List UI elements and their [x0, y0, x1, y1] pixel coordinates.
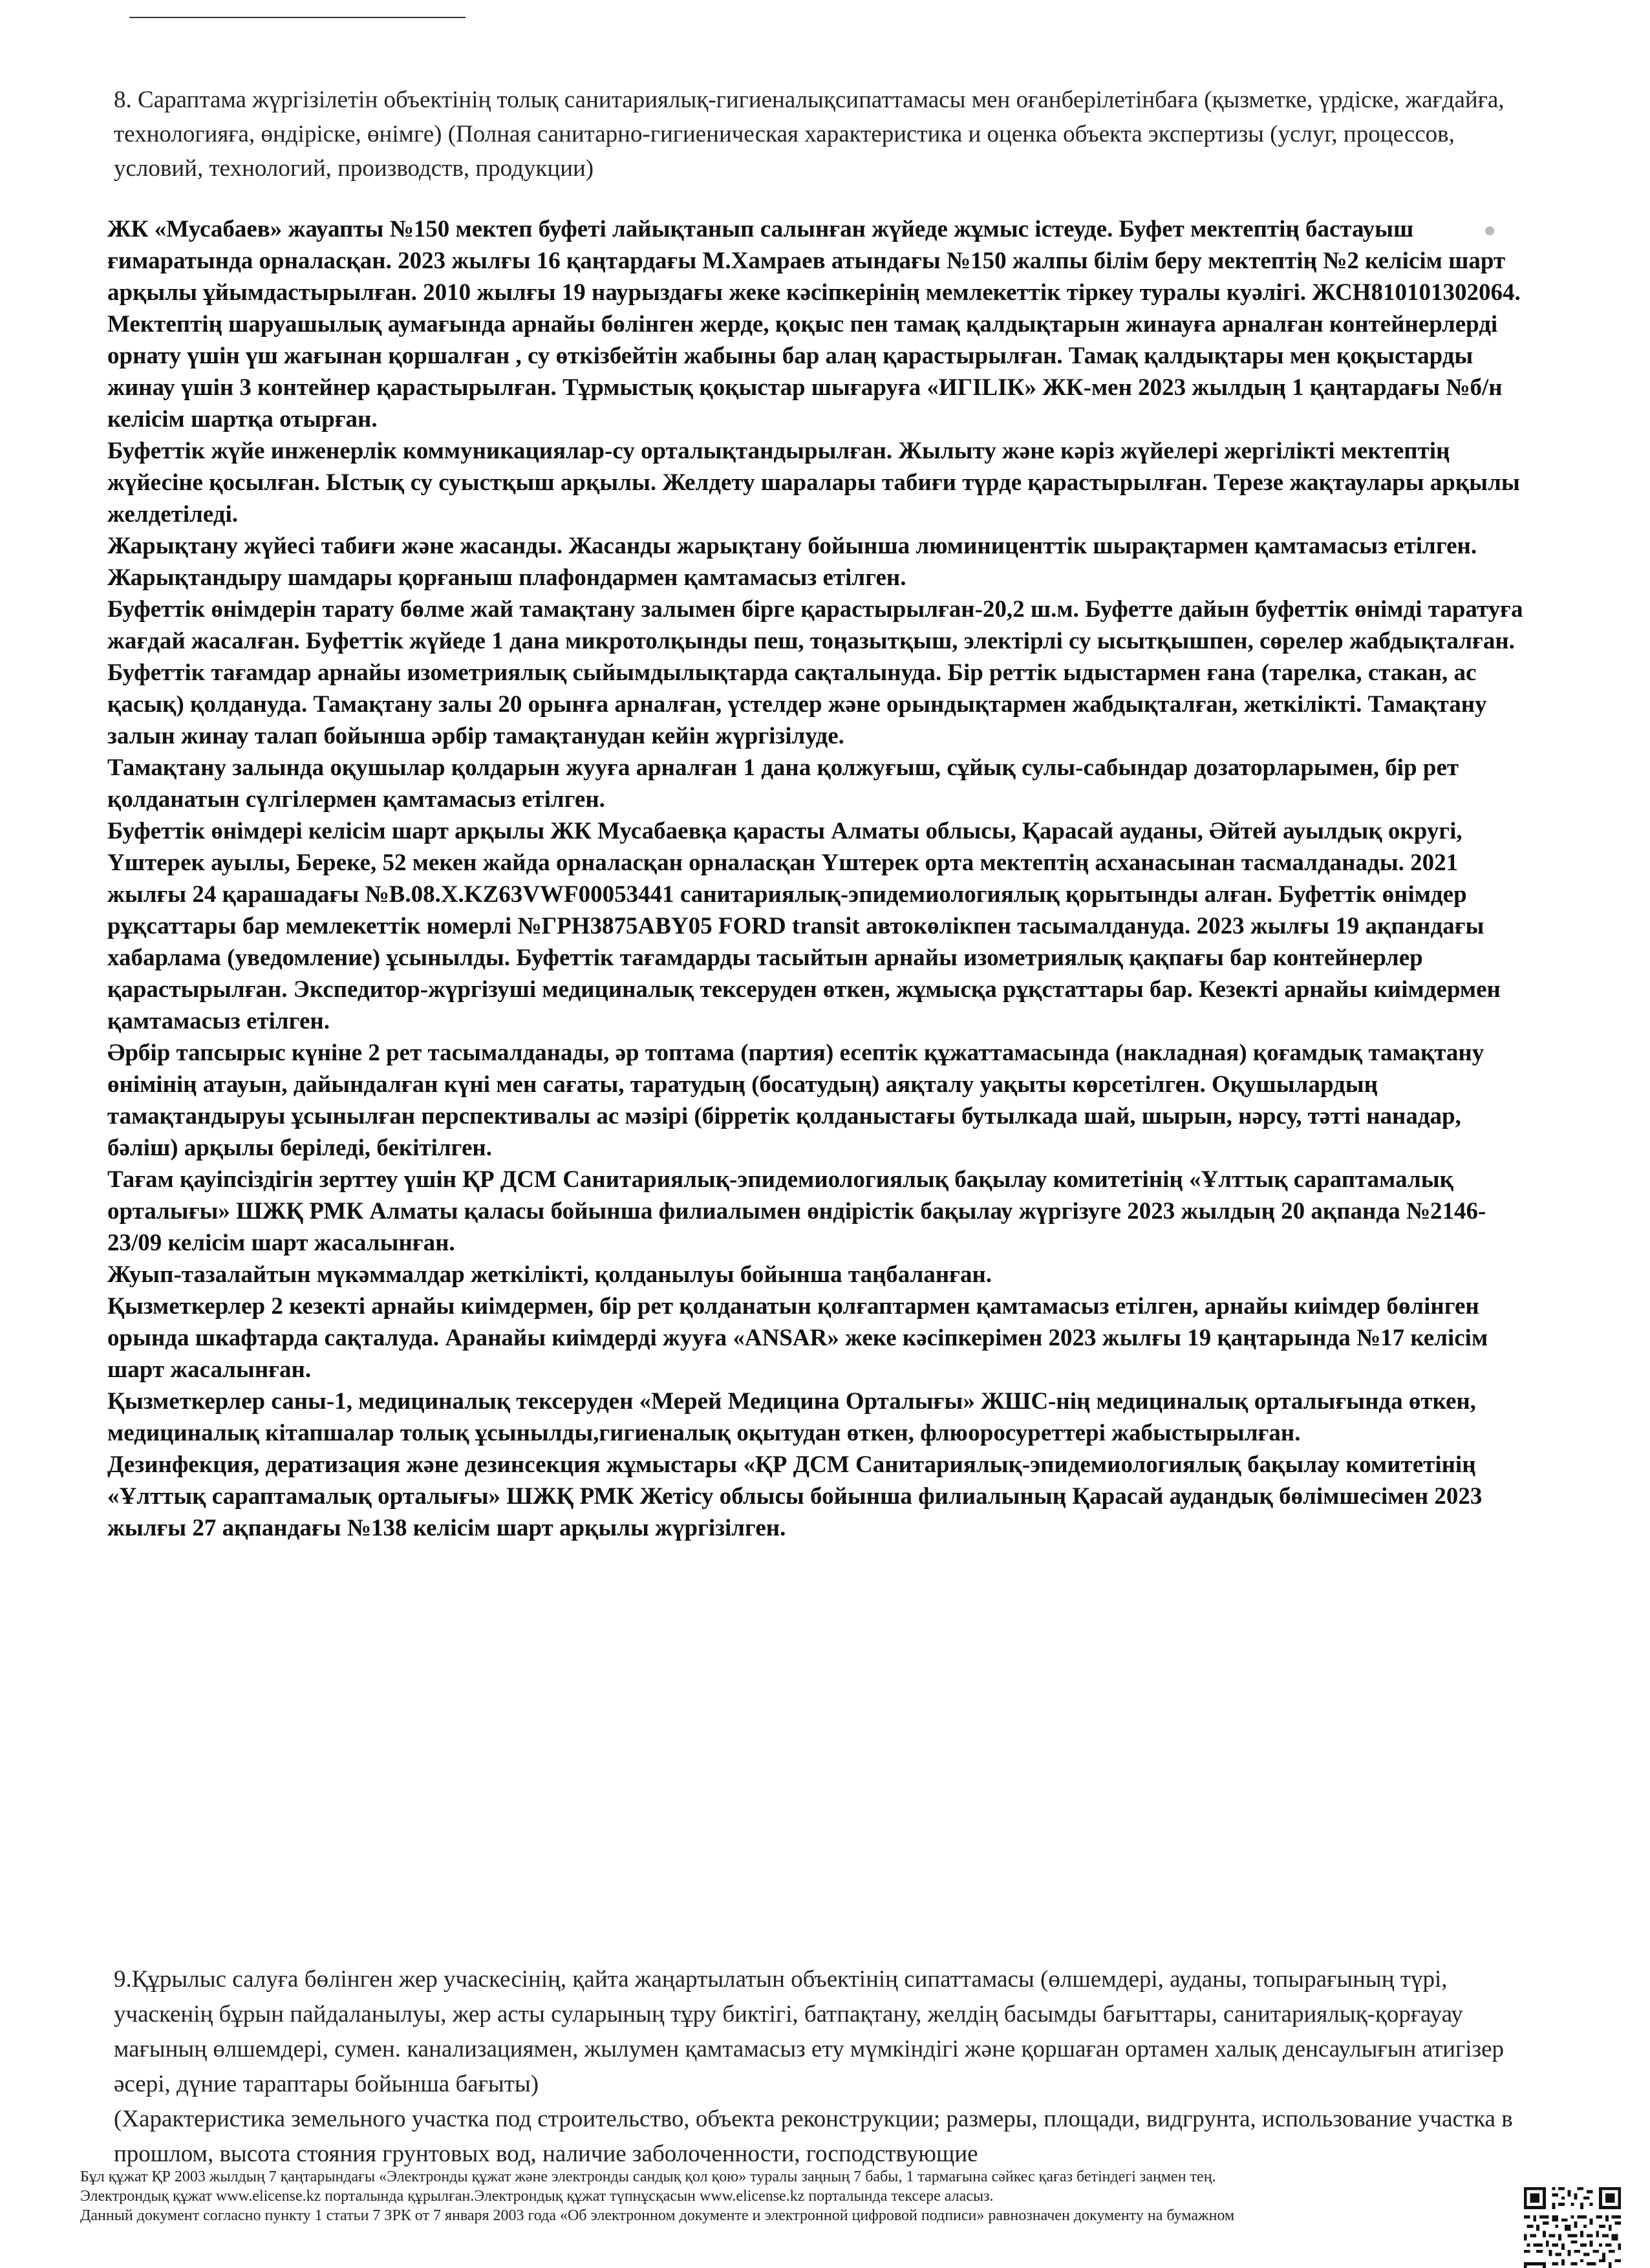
paragraph-delivery: Әрбір тапсырыс күніне 2 рет тасымалданады, әр топтама (партия) есептік құжаттамасында (накладная) қоғамдық тамақтану өнімінің атауын, дайындалған күні мен сағаты, таратудың (босатудың) аяқталу уақыты көрсетілген. Оқушылардың тамақтандыруы ұсынылған перспективалы ас мәзірі (бірретік қолданыстағы бутылкада шай, шырын, нәрсу, тәтті нанадар, бәліш) арқылы беріледі, бекітілген. — [107, 1040, 1484, 1161]
paragraph-buffet-intro: ЖК «Мусабаев» жауапты №150 мектеп буфеті лайықтанып салынған жүйеде жұмыс істеуде. Буфет мектептің бастауыш ғимаратында орналасқан. 2023 жылғы 16 қаңтардағы М.Хамраев атындағы №150 жалпы білім беру мектептің №2 келісім шарт арқылы ұйымдастырылған. 2010 жылғы 19 наурыздағы жеке кәсіпкерінің мемлекеттік тіркеу туралы куәлігі. ЖСН810101302064. — [107, 216, 1521, 306]
paragraph-handwash: Тамақтану залында оқушылар қолдарын жууға арналған 1 дана қолжуғыш, сұйық сулы-сабындар дозаторларымен, бір рет қолданатын сүлгілермен қамтамасыз етілген. — [107, 754, 1459, 813]
paragraph-staff-medical: Қызметкерлер саны-1, медициналық тексеруден «Мерей Медицина Орталығы» ЖШС-нің медициналық орталығында өткен, медициналық кітапшалар толық ұсынылды,гигиеналық оқытудан өткен, флюоросуреттері жабыстырылған. — [107, 1388, 1476, 1446]
paragraph-premises: Буфеттік өнімдерін тарату бөлме жай тамақтану залымен бірге қарастырылған-20,2 ш.м. Буфетте дайын буфеттік өнімді таратуға жағдай жасалған. Буфеттік жүйеде 1 дана микротолқынды пеш, тоңазытқыш, электірлі су ысытқышпен, сөрелер жабдықталған. Буфеттік тағамдар арнайы изометриялық сыйымдылықтарда сақталынуда. Бір реттік ыдыстармен ғана (тарелка, стакан, ас қасық) қолдануда. Тамақтану залы 20 орынға арналған, үстелдер және орындықтармен жабдықталған, жеткілікті. Тамақтану залын жинау талап бойынша әрбір тамақтанудан кейін жүргізілуде. — [107, 596, 1523, 749]
section-9-text-ru: (Характеристика земельного участка под строительство, объекта реконструкции; размеры, площади, видгрунта, использование участка в прошлом, высота стояния грунтовых вод, наличие заболоченности, господствующие — [114, 2106, 1513, 2167]
top-rule — [129, 17, 466, 18]
footer-line-2: Электрондық құжат www.elicense.kz порталында құрылған.Электрондық құжат түпнұсқасын www.elicense.kz порталында тексере аласыз. — [80, 2188, 994, 2205]
section-8-body — [107, 213, 1533, 1544]
paragraph-food-safety: Тағам қауіпсіздігін зерттеу үшін ҚР ДСМ Санитариялық-эпидемиологиялық бақылау комитетінің «Ұлттық сараптамалық орталығы» ШЖҚ РМК Алматы қаласы бойынша филиалымен өндірістік бақылау жүргізуге 2023 жылдың 20 ақпанда №2146-23/09 келісім шарт жасалынған. — [107, 1166, 1486, 1256]
section-9 — [114, 1962, 1517, 2172]
paragraph-cleaning: Жуып-тазалайтын мүкәммалдар жеткілікті, қолданылуы бойынша таңбаланған. — [107, 1261, 992, 1288]
paragraph-lighting: Жарықтану жүйесі табиғи және жасанды. Жасанды жарықтану бойынша люминиценттік шырақтармен қамтамасыз етілген. Жарықтандыру шамдары қорғаныш плафондармен қамтамасыз етілген. — [107, 533, 1477, 591]
qr-code-icon — [1521, 2184, 1624, 2268]
paragraph-utilities: Буфеттік жүйе инженерлік коммуникациялар-су орталықтандырылған. Жылыту және кәріз жүйелері жергілікті мектептің жүйесіне қосылған. Ыстық су суыстқыш арқылы. Желдету шаралары табиғи түрде қарастырылған. Терезе жақтаулары арқылы желдетіледі. — [107, 438, 1520, 528]
paragraph-supply: Буфеттік өнімдері келісім шарт арқылы ЖК Мусабаевқа қарасты Алматы облысы, Қарасай ауданы, Әйтей ауылдық округі, Үштерек ауылы, Береке, 52 мекен жайда орналасқан орналасқан Үштерек орта мектептің асханасынан тасмалданады. 2021 жылғы 24 қарашадағы №B.08.X.KZ63VWF00053441 санитариялық-эпидемиологиялық қорытынды алған. Буфеттік өнімдер рұқсаттары бар мемлекеттік номерлі №ГРН3875ABY05 FORD transit автокөлікпен тасымалдануда. 2023 жылғы 19 ақпандағы хабарлама (уведомление) ұсынылды. Буфеттік тағамдарды тасыйтын арнайы изометриялық қақпағы бар контейнерлер қарастырылған. Экспедитор-жүргізуші медициналық тексеруден өткен, жұмысқа рұқстаттары бар. Кезекті арнайы киімдермен қамтамасыз етілген. — [107, 818, 1501, 1034]
paragraph-disinfection: Дезинфекция, дератизация және дезинсекция жұмыстары «ҚР ДСМ Санитариялық-эпидемиологиялық бақылау комитетінің «Ұлттық сараптамалық орталығы» ШЖҚ РМК Жетісу облысы бойынша филиалының Қарасай аудандық бөлімшесімен 2023 жылғы 27 ақпандағы №138 келісім шарт арқылы жүргізілген. — [107, 1451, 1483, 1541]
paragraph-staff-clothing: Қызметкерлер 2 кезекті арнайы киімдермен, бір рет қолданатын қолғаптармен қамтамасыз етілген, арнайы киімдер бөлінген орында шкафтарда сақталуда. Аранайы киімдерді жууға «ANSAR» жеке кәсіпкерімен 2023 жылғы 19 қаңтарында №17 келісім шарт жасалынған. — [107, 1293, 1488, 1383]
footer-line-1: Бұл құжат ҚР 2003 жылдың 7 қаңтарындағы «Электронды құжат және электронды сандық қол қою» туралы заңның 7 бабы, 1 тармағына сәйкес қағаз бетіндегі заңмен тең. — [80, 2168, 1216, 2185]
section-8-heading: 8. Сараптама жүргізілетін объектінің толық санитариялық-гигиеналықсипаттамасы мен оғанберілетінбаға (қызметке, үрдіске, жағдайға, технологияға, өндіріске, өнімге) (Полная санитарно-гигиеническая характеристика и оценка объекта экспертизы (услуг, процессов, условий, технологий, производств, продукции) — [114, 87, 1505, 182]
section-9-text-kz: 9.Құрылыс салуға бөлінген жер учаскесінің, қайта жаңартылатын объектінің сипаттамасы (өлшемдері, ауданы, топырағының түрі, учаскенің бұрын пайдаланылуы, жер асты суларының тұру биктігі, батпақтану, желдің басымды бағыттары, санитариялық-қорғауау мағының өлшемдері, сумен. канализациямен, жылумен қамтамасыз ету мүмкіндігі және қоршаған ортамен халық денсаулығын атигізер әсері, дүние тараптары бойынша бағыты) — [114, 1966, 1505, 2097]
paragraph-waste: Мектептің шаруашылық аумағында арнайы бөлінген жерде, қоқыс пен тамақ қалдықтарын жинауға арналған контейнерлерді орнату үшін үш жағынан қоршалған , су өткізбейтін жабыны бар алаң қарастырылған. Тамақ қалдықтары мен қоқыстарды жинау үшін 3 контейнер қарастырылған. Тұрмыстық қоқыстар шығаруға «ИГІLІК» ЖК-мен 2023 жылдың 1 қаңтардағы №б/н келісім шартқа отырған. — [107, 311, 1503, 433]
footer-line-3: Данный документ согласно пункту 1 статьи 7 ЗРК от 7 января 2003 года «Об электронном документе и электронной цифровой подписи» равнозначен документу на бумажном — [80, 2207, 1235, 2224]
footer-disclaimer — [80, 2167, 1503, 2225]
